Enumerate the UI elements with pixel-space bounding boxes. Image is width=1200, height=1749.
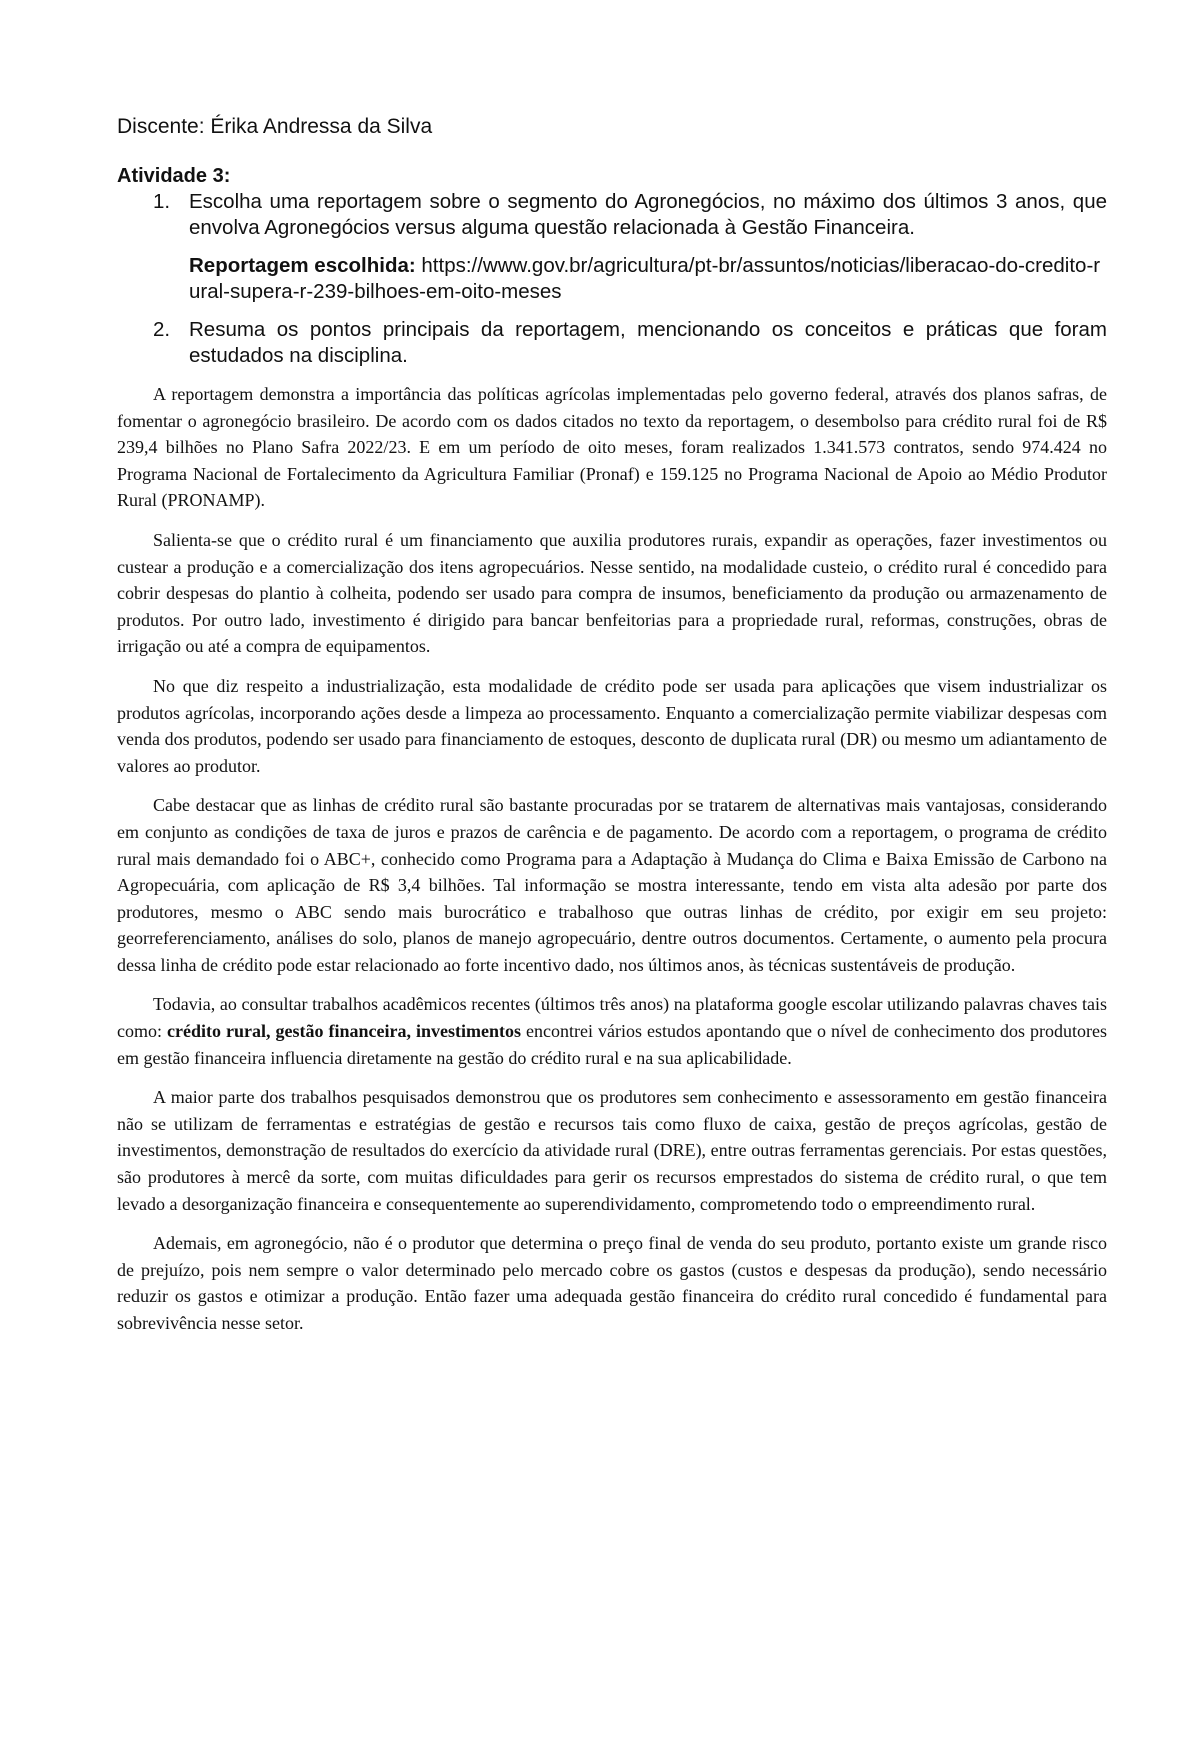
body-paragraph: Cabe destacar que as linhas de crédito rural são bastante procuradas por se tratarem de alternativas mais vantajosas, considerando em conjunto as condições de taxa de juros e prazos de carência e de pagamento. De acordo com a reportagem, o programa de crédito rural mais demandado foi o ABC+, conhecido como Programa para a Adaptação à Mudança do Clima e Baixa Emissão de Carbono na Agropecuária, com aplicação de R$ 3,4 bilhões. Tal informação se mostra interessante, tendo em vista alta adesão por parte dos produtores, mesmo o ABC sendo mais burocrático e trabalhoso que outras linhas de crédito, por exigir em seu projeto: georreferenciamento, análises do solo, planos de manejo agropecuário, dentre outros documentos. Certamente, o aumento pela procura dessa linha de crédito pode estar relacionado ao forte incentivo dado, nos últimos anos, às técnicas sustentáveis de produção. xyxy=(117,795,1107,975)
question-text: Escolha uma reportagem sobre o segmento do Agronegócios, no máximo dos últimos 3 anos, que envolva Agronegócios versus alguma questão relacionada à Gestão Financeira. xyxy=(189,190,1107,239)
activity-title: Atividade 3: xyxy=(117,165,231,187)
body-paragraph xyxy=(117,991,1107,1071)
body-paragraph: A reportagem demonstra a importância das políticas agrícolas implementadas pelo governo federal, através dos planos safras, de fomentar o agronegócio brasileiro. De acordo com os dados citados no texto da reportagem, o desembolso para crédito rural foi de R$ 239,4 bilhões no Plano Safra 2022/23. E em um período de oito meses, foram realizados 1.341.573 contratos, sendo 974.424 no Programa Nacional de Fortalecimento da Agricultura Familiar (Pronaf) e 159.125 no Programa Nacional de Apoio ao Médio Produtor Rural (PRONAMP). xyxy=(117,384,1107,511)
body-paragraph: No que diz respeito a industrialização, esta modalidade de crédito pode ser usada para aplicações que visem industrializar os produtos agrícolas, incorporando ações desde a limpeza ao processamento. Enquanto a comercialização permite viabilizar despesas com venda dos produtos, podendo ser usado para financiamento de estoques, desconto de duplicata rural (DR) ou mesmo um adiantamento de valores ao produtor. xyxy=(117,675,1107,776)
document-page xyxy=(117,113,1107,1350)
question-number: 2. xyxy=(153,318,171,341)
student-name: Discente: Érika Andressa da Silva xyxy=(117,115,433,138)
keywords-emphasis: crédito rural, gestão financeira, investimentos xyxy=(167,1021,521,1042)
body-paragraph: Salienta-se que o crédito rural é um financiamento que auxilia produtores rurais, expandir as operações, fazer investimentos ou custear a produção e a comercialização dos itens agropecuários. Nesse sentido, na modalidade custeio, o crédito rural é concedido para cobrir despesas do plantio à colheita, podendo ser usado para compra de insumos, beneficiamento da produção ou armazenamento de produtos. Por outro lado, investimento é dirigido para bancar benfeitorias para a propriedade rural, reformas, construções, obras de irrigação ou até a compra de equipamentos. xyxy=(117,529,1107,657)
paragraph-text: Todavia, ao consultar trabalhos acadêmicos recentes (últimos três anos) na plataforma google escolar utilizando palavras chaves tais como: xyxy=(117,994,1107,1042)
chosen-report-label: Reportagem escolhida: xyxy=(189,254,416,277)
body-paragraph: Ademais, em agronegócio, não é o produtor que determina o preço final de venda do seu produto, portanto existe um grande risco de prejuízo, pois nem sempre o valor determinado pelo mercado cobre os gastos (custos e despesas da produção), sendo necessário reduzir os gastos e otimizar a produção. Então fazer uma adequada gestão financeira do crédito rural concedido é fundamental para sobrevivência nesse setor. xyxy=(117,1233,1107,1333)
chosen-report-url[interactable]: https://www.gov.br/agricultura/pt-br/assuntos/noticias/liberacao-do-credito-rural-supera-r-239-bilhoes-em-oito-meses xyxy=(189,254,1101,303)
question-text: Resuma os pontos principais da reportagem, mencionando os conceitos e práticas que foram estudados na disciplina. xyxy=(189,318,1107,367)
paragraph-text: encontrei vários estudos apontando que o nível de conhecimento dos produtores em gestão financeira influencia diretamente na gestão do crédito rural e na sua aplicabilidade. xyxy=(117,1021,1107,1068)
question-list xyxy=(117,189,1107,369)
question-number: 1. xyxy=(153,190,171,213)
body-paragraph: A maior parte dos trabalhos pesquisados demonstrou que os produtores sem conhecimento e assessoramento em gestão financeira não se utilizam de ferramentas e estratégias de gestão e recursos tais como fluxo de caixa, gestão de preços agrícolas, gestão de investimentos, demonstração de resultados do exercício da atividade rural (DRE), entre outras ferramentas gerenciais. Por estas questões, são produtores à mercê da sorte, com muitas dificuldades para gerir os recursos emprestados do sistema de crédito rural, o que tem levado a desorganização financeira e consequentemente ao superendividamento, comprometendo todo o empreendimento rural. xyxy=(117,1087,1107,1214)
question-item xyxy=(117,317,1107,369)
question-item xyxy=(117,189,1107,305)
chosen-report xyxy=(189,253,1107,305)
